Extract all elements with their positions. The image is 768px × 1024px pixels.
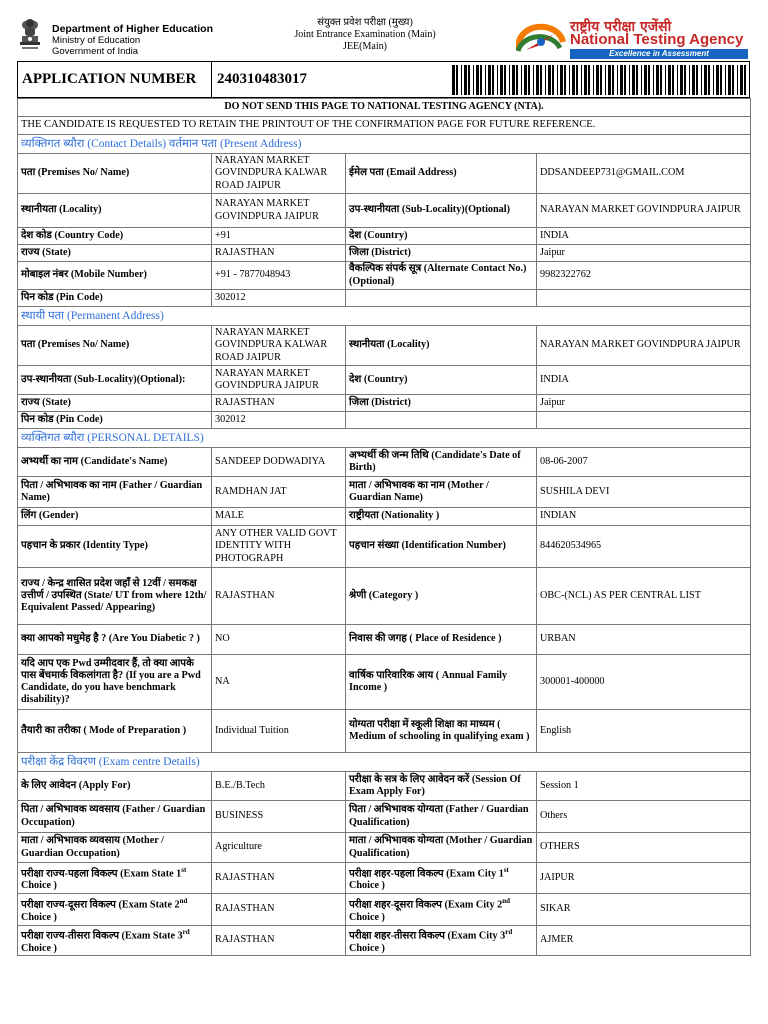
- permanent-locality-value: NARAYAN MARKET GOVINDPURA JAIPUR: [537, 326, 751, 366]
- present-sublocality-label: उप-स्थानीयता (Sub-Locality)(Optional): [346, 194, 537, 228]
- barcode: [452, 65, 746, 95]
- category-value: OBC-(NCL) AS PER CENTRAL LIST: [537, 568, 751, 625]
- present-sublocality-value: NARAYAN MARKET GOVINDPURA JAIPUR: [537, 194, 751, 228]
- present-country-label: देश (Country): [346, 228, 537, 245]
- diabetic-value: NO: [212, 625, 346, 655]
- mother-occupation-value: Agriculture: [212, 833, 346, 863]
- exam-state-choice-1-label: परीक्षा राज्य-पहला विकल्प (Exam State 1st Choice ): [18, 863, 212, 894]
- department-block: [52, 24, 213, 57]
- section-present-address: व्यक्तिगत ब्यौरा (Contact Details) वर्तमान पता (Present Address): [18, 135, 751, 154]
- candidate-name-value: SANDEEP DODWADIYA: [212, 448, 346, 477]
- identification-number-value: 844620534965: [537, 526, 751, 568]
- notice-text: DO NOT SEND THIS PAGE TO NATIONAL TESTING AGENCY (NTA).: [18, 99, 751, 117]
- exam-city-choice-3-value: AJMER: [537, 926, 751, 956]
- exam-short-name: JEE(Main): [343, 41, 387, 52]
- empty-cell: [346, 290, 537, 307]
- present-state-value: RAJASTHAN: [212, 245, 346, 262]
- section-permanent-address: स्थायी पता (Permanent Address): [18, 307, 751, 326]
- exam-city-choice-2-value: SIKAR: [537, 894, 751, 926]
- qualifying-state-label: राज्य / केन्द्र शासित प्रदेश जहाँ से 12वीं / समकक्ष उत्तीर्ण / उपस्थित (State/ UT from where 12th/ Equivalent Passed/ Appearing): [18, 568, 212, 625]
- diabetic-label: क्या आपको मधुमेह है ? (Are You Diabetic ? ): [18, 625, 212, 655]
- identity-type-label: पहचान के प्रकार (Identity Type): [18, 526, 212, 568]
- exam-title-english: Joint Entrance Examination (Main): [294, 29, 436, 40]
- nationality-value: INDIAN: [537, 508, 751, 526]
- present-premises-label: पता (Premises No/ Name): [18, 154, 212, 194]
- exam-state-choice-1-value: RAJASTHAN: [212, 863, 346, 894]
- father-name-label: पिता / अभिभावक का नाम (Father / Guardian Name): [18, 477, 212, 508]
- empty-cell: [537, 290, 751, 307]
- gender-label: लिंग (Gender): [18, 508, 212, 526]
- nta-name-hindi: राष्ट्रीय परीक्षा एजेंसी: [570, 19, 672, 35]
- exam-title-block: [240, 17, 490, 53]
- application-separator: [211, 62, 212, 97]
- exam-state-choice-2-label: परीक्षा राज्य-दूसरा विकल्प (Exam State 2nd Choice ): [18, 894, 212, 926]
- pwd-value: NA: [212, 655, 346, 710]
- permanent-state-label: राज्य (State): [18, 395, 212, 412]
- permanent-state-value: RAJASTHAN: [212, 395, 346, 412]
- nta-tagline: Excellence in Assessment: [570, 49, 748, 59]
- permanent-locality-label: स्थानीयता (Locality): [346, 326, 537, 366]
- mother-qualification-value: OTHERS: [537, 833, 751, 863]
- country-code-label: देश कोड (Country Code): [18, 228, 212, 245]
- exam-city-choice-3-label: परीक्षा शहर-तीसरा विकल्प (Exam City 3rd Choice ): [346, 926, 537, 956]
- empty-cell: [346, 412, 537, 429]
- permanent-country-value: INDIA: [537, 366, 751, 395]
- section-exam-centre: परीक्षा केंद्र विवरण (Exam centre Details): [18, 753, 751, 772]
- exam-session-label: परीक्षा के सत्र के लिए आवेदन करें (Session Of Exam Apply For): [346, 772, 537, 801]
- qualifying-state-value: RAJASTHAN: [212, 568, 346, 625]
- retain-note: THE CANDIDATE IS REQUESTED TO RETAIN THE PRINTOUT OF THE CONFIRMATION PAGE FOR FUTURE REFERENCE.: [18, 117, 751, 135]
- page-header: [0, 0, 768, 64]
- family-income-value: 300001-400000: [537, 655, 751, 710]
- father-name-value: RAMDHAN JAT: [212, 477, 346, 508]
- preparation-mode-label: तैयारी का तरीका ( Mode of Preparation ): [18, 710, 212, 753]
- mobile-label: मोबाइल नंबर (Mobile Number): [18, 262, 212, 290]
- father-qualification-label: पिता / अभिभावक योग्यता (Father / Guardian Qualification): [346, 801, 537, 833]
- email-label: ईमेल पता (Email Address): [346, 154, 537, 194]
- schooling-medium-value: English: [537, 710, 751, 753]
- dept-title: Department of Higher Education: [52, 23, 214, 35]
- identity-type-value: ANY OTHER VALID GOVT IDENTITY WITH PHOTOGRAPH: [212, 526, 346, 568]
- father-occupation-label: पिता / अभिभावक व्यवसाय (Father / Guardian Occupation): [18, 801, 212, 833]
- mobile-value: +91 - 7877048943: [212, 262, 346, 290]
- present-pin-label: पिन कोड (Pin Code): [18, 290, 212, 307]
- confirmation-table: [17, 98, 751, 956]
- dob-label: अभ्यर्थी की जन्म तिथि (Candidate's Date of Birth): [346, 448, 537, 477]
- exam-city-choice-2-label: परीक्षा शहर-दूसरा विकल्प (Exam City 2nd Choice ): [346, 894, 537, 926]
- permanent-country-label: देश (Country): [346, 366, 537, 395]
- permanent-district-value: Jaipur: [537, 395, 751, 412]
- present-district-label: जिला (District): [346, 245, 537, 262]
- permanent-district-label: जिला (District): [346, 395, 537, 412]
- identification-number-label: पहचान संख्या (Identification Number): [346, 526, 537, 568]
- nta-name-english: National Testing Agency: [570, 31, 744, 48]
- candidate-name-label: अभ्यर्थी का नाम (Candidate's Name): [18, 448, 212, 477]
- apply-for-label: के लिए आवेदन (Apply For): [18, 772, 212, 801]
- gender-value: MALE: [212, 508, 346, 526]
- exam-city-choice-1-label: परीक्षा शहर-पहला विकल्प (Exam City 1st Choice ): [346, 863, 537, 894]
- father-occupation-value: BUSINESS: [212, 801, 346, 833]
- permanent-premises-label: पता (Premises No/ Name): [18, 326, 212, 366]
- permanent-sublocality-value: NARAYAN MARKET GOVINDPURA JAIPUR: [212, 366, 346, 395]
- empty-cell: [537, 412, 751, 429]
- present-pin-value: 302012: [212, 290, 346, 307]
- pwd-label: यदि आप एक Pwd उम्मीदवार हैं, तो क्या आपके पास बेंचमार्क विकलांगता है? (If you are a Pwd Candidate, do you have benchmark disability)?: [18, 655, 212, 710]
- alternate-contact-value: 9982322762: [537, 262, 751, 290]
- family-income-label: वार्षिक पारिवारिक आय ( Annual Family Income ): [346, 655, 537, 710]
- exam-state-choice-3-label: परीक्षा राज्य-तीसरा विकल्प (Exam State 3rd Choice ): [18, 926, 212, 956]
- dob-value: 08-06-2007: [537, 448, 751, 477]
- apply-for-value: B.E./B.Tech: [212, 772, 346, 801]
- preparation-mode-value: Individual Tuition: [212, 710, 346, 753]
- mother-qualification-label: माता / अभिभावक योग्यता (Mother / Guardian Qualification): [346, 833, 537, 863]
- schooling-medium-label: योग्यता परीक्षा में स्कूली शिक्षा का माध्यम ( Medium of schooling in qualifying exam ): [346, 710, 537, 753]
- permanent-pin-label: पिन कोड (Pin Code): [18, 412, 212, 429]
- father-qualification-value: Others: [537, 801, 751, 833]
- nta-swoosh-icon: [516, 20, 566, 58]
- exam-city-choice-1-value: JAIPUR: [537, 863, 751, 894]
- application-number-bar: [17, 61, 750, 98]
- nationality-label: राष्ट्रीयता (Nationality ): [346, 508, 537, 526]
- application-number-value: 240310483017: [217, 71, 307, 87]
- section-personal-details: व्यक्तिगत ब्यौरा (PERSONAL DETAILS): [18, 429, 751, 448]
- application-number-label: APPLICATION NUMBER: [22, 71, 197, 87]
- permanent-premises-value: NARAYAN MARKET GOVINDPURA KALWAR ROAD JAIPUR: [212, 326, 346, 366]
- residence-label: निवास की जगह ( Place of Residence ): [346, 625, 537, 655]
- present-locality-label: स्थानीयता (Locality): [18, 194, 212, 228]
- nta-logo: [516, 20, 750, 58]
- category-label: श्रेणी (Category ): [346, 568, 537, 625]
- exam-title-hindi: संयुक्त प्रवेश परीक्षा (मुख्य): [317, 17, 413, 28]
- present-state-label: राज्य (State): [18, 245, 212, 262]
- exam-state-choice-2-value: RAJASTHAN: [212, 894, 346, 926]
- email-value: DDSANDEEP731@GMAIL.COM: [537, 154, 751, 194]
- ministry-name: Ministry of Education: [52, 35, 141, 46]
- present-country-value: INDIA: [537, 228, 751, 245]
- country-code-value: +91: [212, 228, 346, 245]
- exam-session-value: Session 1: [537, 772, 751, 801]
- mother-occupation-label: माता / अभिभावक व्यवसाय (Mother / Guardian Occupation): [18, 833, 212, 863]
- government-name: Government of India: [52, 46, 139, 57]
- present-locality-value: NARAYAN MARKET GOVINDPURA JAIPUR: [212, 194, 346, 228]
- mother-name-label: माता / अभिभावक का नाम (Mother / Guardian Name): [346, 477, 537, 508]
- permanent-pin-value: 302012: [212, 412, 346, 429]
- alternate-contact-label: वैकल्पिक संपर्क सूत्र (Alternate Contact No.) (Optional): [346, 262, 537, 290]
- permanent-sublocality-label: उप-स्थानीयता (Sub-Locality)(Optional):: [18, 366, 212, 395]
- exam-state-choice-3-value: RAJASTHAN: [212, 926, 346, 956]
- present-district-value: Jaipur: [537, 245, 751, 262]
- present-premises-value: NARAYAN MARKET GOVINDPURA KALWAR ROAD JAIPUR: [212, 154, 346, 194]
- residence-value: URBAN: [537, 625, 751, 655]
- mother-name-value: SUSHILA DEVI: [537, 477, 751, 508]
- national-emblem-icon: [18, 18, 42, 54]
